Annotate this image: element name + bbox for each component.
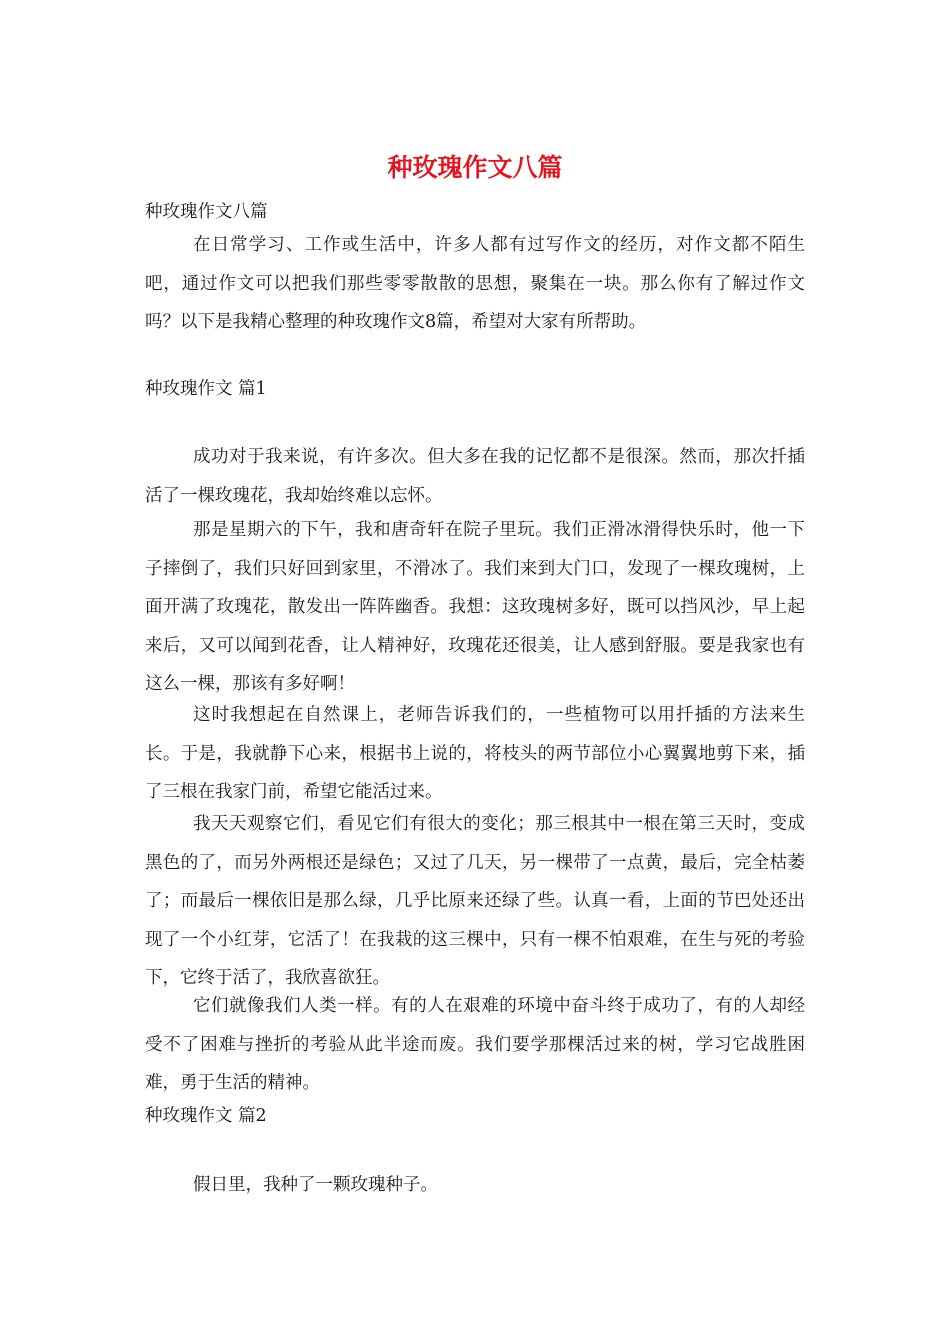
document-subtitle: 种玫瑰作文八篇 (145, 202, 268, 222)
section2-paragraph-1: 假日里，我种了一颗玫瑰种子。 (193, 1175, 438, 1195)
document-title: 种玫瑰作文八篇 (387, 153, 563, 182)
section1-paragraph-3: 这时我想起在自然课上，老师告诉我们的，一些植物可以用扦插的方法来生长。于是，我就静下心来，根据书上说的，将枝头的两节部位小心翼翼地剪下来，插了三根在我家门前，希望它能活过来。 (145, 705, 805, 802)
section1-paragraph-1: 成功对于我来说，有许多次。但大多在我的记忆都不是很深。然而，那次扦插活了一棵玫瑰花，我却始终难以忘怀。 (145, 447, 805, 506)
section1-paragraph-5: 它们就像我们人类一样。有的人在艰难的环境中奋斗终于成功了，有的人却经受不了困难与挫折的考验从此半途而废。我们要学那棵活过来的树，学习它战胜困难，勇于生活的精神。 (145, 996, 805, 1093)
section-heading-2: 种玫瑰作文 篇2 (145, 1106, 267, 1126)
intro-paragraph: 在日常学习、工作或生活中，许多人都有过写作文的经历，对作文都不陌生吧，通过作文可以把我们那些零零散散的思想，聚集在一块。那么你有了解过作文吗？以下是我精心整理的种玫瑰作文8篇，希望对大家有所帮助。 (145, 235, 805, 332)
section-heading-1: 种玫瑰作文 篇1 (145, 379, 267, 399)
section1-paragraph-4: 我天天观察它们，看见它们有很大的变化；那三根其中一根在第三天时，变成黑色的了，而另外两根还是绿色；又过了几天，另一棵带了一点黄，最后，完全枯萎了；而最后一棵依旧是那么绿，几乎比原来还绿了些。认真一看，上面的节巴处还出现了一个小红芽，它活了！在我栽的这三棵中，只有一棵不怕艰难，在生与死的考验下，它终于活了，我欣喜欲狂。 (145, 814, 805, 988)
section1-paragraph-2: 那是星期六的下午，我和唐奇轩在院子里玩。我们正滑冰滑得快乐时，他一下子摔倒了，我们只好回到家里，不滑冰了。我们来到大门口，发现了一棵玫瑰树，上面开满了玫瑰花，散发出一阵阵幽香。我想：这玫瑰树多好，既可以挡风沙，早上起来后，又可以闻到花香，让人精神好，玫瑰花还很美，让人感到舒服。要是我家也有这么一棵，那该有多好啊！ (145, 520, 805, 694)
